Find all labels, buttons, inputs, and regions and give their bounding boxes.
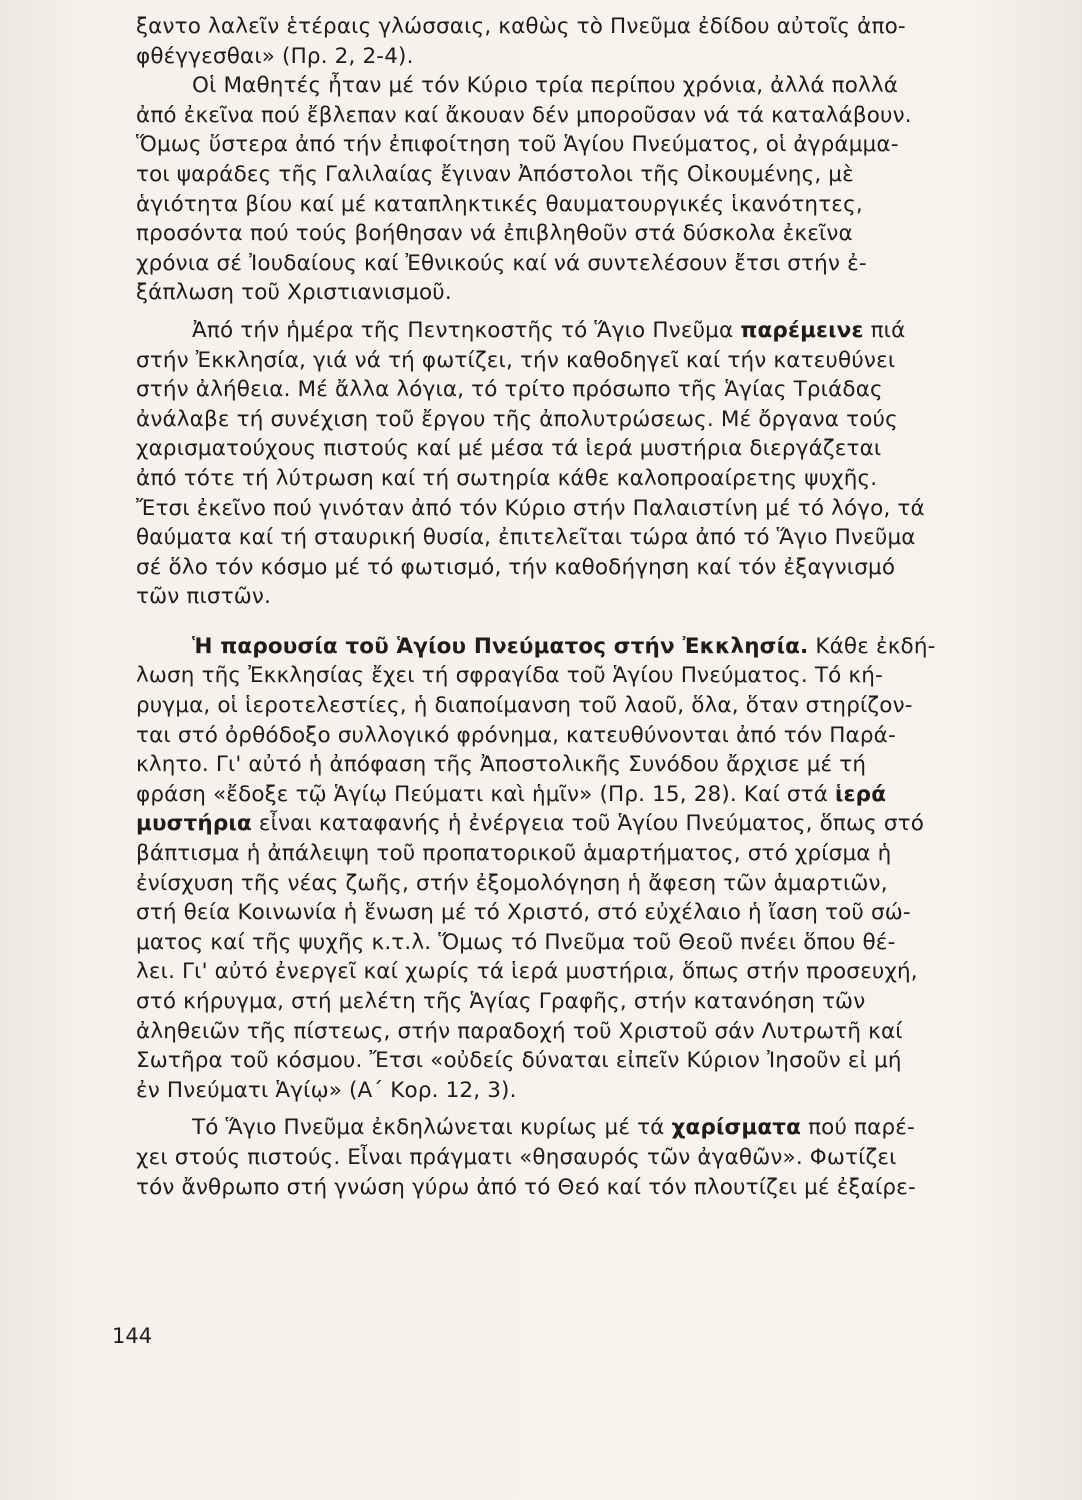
- text-line: [136, 1113, 992, 1143]
- text-segment: εἶναι καταφανής ἡ ἐνέργεια τοῦ Ἁγίου Πνεύματος, ὅπως στό: [251, 811, 925, 837]
- bold-term: χαρίσματα: [671, 1115, 802, 1141]
- text-segment: Κάθε ἐκδή-: [808, 633, 936, 659]
- text-line: [136, 898, 992, 928]
- text-line: [136, 316, 992, 346]
- text-line: [136, 987, 992, 1017]
- text-line: [136, 71, 992, 101]
- text-segment: πού παρέ-: [801, 1115, 915, 1141]
- text-segment: προσόντα πού τούς βοήθησαν νά ἐπιβληθοῦν στά δύσκολα ἐκεῖνα: [136, 221, 853, 247]
- text-line: [136, 464, 992, 494]
- text-line: [136, 1173, 992, 1203]
- text-line: [136, 219, 992, 249]
- section-gap: [136, 612, 992, 632]
- text-segment: φράση «ἔδοξε τῷ Ἁγίῳ Πεύματι καὶ ἡμῖν» (Πρ. 15, 28). Καί στά: [136, 781, 836, 807]
- text-line: [136, 278, 992, 308]
- text-segment: Ἔτσι ἐκεῖνο πού γινόταν ἀπό τόν Κύριο στήν Παλαιστίνη μέ τό λόγο, τά: [136, 495, 925, 521]
- text-line: [136, 750, 992, 780]
- text-segment: ξαντο λαλεῖν ἑτέραις γλώσσαις, καθὼς τὸ Πνεῦμα ἐδίδου αὐτοῖς ἀπο-: [136, 14, 906, 39]
- bold-term: Ἡ παρουσία τοῦ Ἁγίου Πνεύματος στήν Ἐκκλησία.: [192, 633, 809, 659]
- text-line: [136, 1076, 992, 1106]
- text-line: [136, 434, 992, 464]
- text-segment: βάπτισμα ἡ ἀπάλειψη τοῦ προπατορικοῦ ἁμαρτήματος, στό χρίσμα ἡ: [136, 841, 892, 867]
- text-line: [136, 405, 992, 435]
- text-line: [136, 160, 992, 190]
- bold-term: μυστήρια: [136, 811, 252, 837]
- text-line: [136, 721, 992, 751]
- text-segment: θαύματα καί τή σταυρική θυσία, ἐπιτελεῖται τώρα ἀπό τό Ἅγιο Πνεῦμα: [136, 525, 916, 551]
- text-segment: χρόνια σέ Ἰουδαίους καί Ἐθνικούς καί νά συντελέσουν ἔτσι στήν ἐ-: [136, 250, 867, 276]
- text-line: [136, 346, 992, 376]
- text-segment: λωση τῆς Ἐκκλησίας ἔχει τή σφραγίδα τοῦ Ἁγίου Πνεύματος. Τό κή-: [136, 663, 883, 689]
- text-segment: σέ ὅλο τόν κόσμο μέ τό φωτισμό, τήν καθοδήγηση καί τόν ἐξαγνισμό: [136, 554, 896, 580]
- text-segment: ρυγμα, οἱ ἱεροτελεστίες, ἡ διαποίμανση τοῦ λαοῦ, ὅλα, ὅταν στηρίζον-: [136, 693, 913, 719]
- text-segment: ἐνίσχυση τῆς νέας ζωῆς, στήν ἐξομολόγηση ἡ ἄφεση τῶν ἁμαρτιῶν,: [136, 870, 888, 896]
- text-segment: φθέγγεσθαι» (Πρ. 2, 2-4).: [136, 43, 414, 69]
- text-line: [136, 249, 992, 279]
- text-line: [136, 809, 992, 839]
- text-segment: χαρισματούχους πιστούς καί μέ μέσα τά ἱερά μυστήρια διεργάζεται: [136, 436, 882, 462]
- text-line: [136, 1017, 992, 1047]
- text-segment: στό κήρυγμα, στή μελέτη τῆς Ἁγίας Γραφῆς, στήν κατανόηση τῶν: [136, 989, 866, 1014]
- text-segment: στήν Ἐκκλησία, γιά νά τή φωτίζει, τήν καθοδηγεῖ καί τήν κατευθύνει: [136, 347, 896, 373]
- text-line: [136, 130, 992, 160]
- text-line: [136, 632, 992, 662]
- body-text: [136, 12, 992, 1202]
- text-line: [136, 375, 992, 405]
- text-segment: στή θεία Κοινωνία ἡ ἕνωση μέ τό Χριστό, στό εὐχέλαιο ἡ ἴαση τοῦ σώ-: [136, 900, 911, 926]
- text-segment: Τό Ἅγιο Πνεῦμα ἐκδηλώνεται κυρίως μέ τά: [192, 1115, 672, 1141]
- text-line: [136, 190, 992, 220]
- text-segment: λει. Γι' αὐτό ἐνεργεῖ καί χωρίς τά ἱερά μυστήρια, ὅπως στήν προσευχή,: [136, 959, 918, 985]
- text-segment: κλητο. Γι' αὐτό ἡ ἀπόφαση τῆς Ἀποστολικῆς Συνόδου ἄρχισε μέ τή: [136, 752, 867, 778]
- text-segment: ἐν Πνεύματι Ἁγίῳ» (Α΄ Κορ. 12, 3).: [136, 1077, 517, 1103]
- text-segment: τόν ἄνθρωπο στή γνώση γύρω ἀπό τό Θεό καί τόν πλουτίζει μέ ἐξαίρε-: [136, 1174, 916, 1200]
- text-line: [136, 839, 992, 869]
- text-segment: ματος καί τῆς ψυχῆς κ.τ.λ. Ὅμως τό Πνεῦμα τοῦ Θεοῦ πνέει ὅπου θέ-: [136, 929, 896, 955]
- paragraph-gap: [136, 1105, 992, 1113]
- paragraph-gap: [136, 308, 992, 316]
- text-segment: χει στούς πιστούς. Εἶναι πράγματι «θησαυρός τῶν ἀγαθῶν». Φωτίζει: [136, 1144, 897, 1170]
- text-segment: τῶν πιστῶν.: [136, 584, 272, 610]
- text-segment: Οἱ Μαθητές ἦταν μέ τόν Κύριο τρία περίπου χρόνια, ἀλλά πολλά: [192, 73, 899, 99]
- text-segment: ἀληθειῶν τῆς πίστεως, στήν παραδοχή τοῦ Χριστοῦ σάν Λυτρωτῆ καί: [136, 1018, 903, 1044]
- text-line: [136, 1046, 992, 1076]
- text-segment: στήν ἀλήθεια. Μέ ἄλλα λόγια, τό τρίτο πρόσωπο τῆς Ἁγίας Τριάδας: [136, 377, 883, 403]
- text-line: [136, 661, 992, 691]
- text-line: [136, 42, 992, 72]
- text-segment: ται στό ὀρθόδοξο συλλογικό φρόνημα, κατευθύνονται ἀπό τόν Παρά-: [136, 722, 896, 748]
- text-segment: Σωτῆρα τοῦ κόσμου. Ἔτσι «οὐδείς δύναται εἰπεῖν Κύριον Ἰησοῦν εἰ μή: [136, 1048, 902, 1074]
- text-line: [136, 523, 992, 553]
- text-line: [136, 1143, 992, 1173]
- text-line: [136, 12, 992, 42]
- text-segment: ἀπό ἐκεῖνα πού ἔβλεπαν καί ἄκουαν δέν μποροῦσαν νά τά καταλάβουν.: [136, 102, 912, 128]
- text-line: [136, 582, 992, 612]
- text-line: [136, 928, 992, 958]
- text-segment: τοι ψαράδες τῆς Γαλιλαίας ἔγιναν Ἀπόστολοι τῆς Οἰκουμένης, μὲ: [136, 161, 854, 187]
- bold-term: ἱερά: [835, 781, 887, 807]
- text-segment: Ἀπό τήν ἡμέρα τῆς Πεντηκοστῆς τό Ἅγιο Πνεῦμα: [192, 317, 741, 343]
- text-line: [136, 101, 992, 131]
- text-segment: ξάπλωση τοῦ Χριστιανισμοῦ.: [136, 280, 452, 306]
- page-number: 144: [112, 1324, 153, 1348]
- text-line: [136, 957, 992, 987]
- text-segment: ἁγιότητα βίου καί μέ καταπληκτικές θαυματουργικές ἱκανότητες,: [136, 191, 863, 217]
- text-segment: ἀνάλαβε τή συνέχιση τοῦ ἔργου τῆς ἀπολυτρώσεως. Μέ ὄργανα τούς: [136, 406, 898, 432]
- text-line: [136, 691, 992, 721]
- text-line: [136, 494, 992, 524]
- text-segment: Ὅμως ὕστερα ἀπό τήν ἐπιφοίτηση τοῦ Ἁγίου Πνεύματος, οἱ ἀγράμμα-: [136, 132, 899, 158]
- text-line: [136, 780, 992, 810]
- text-segment: ἀπό τότε τή λύτρωση καί τή σωτηρία κάθε καλοπροαίρετης ψυχῆς.: [136, 465, 878, 491]
- text-line: [136, 869, 992, 899]
- text-segment: πιά: [863, 317, 906, 343]
- bold-term: παρέμεινε: [740, 317, 864, 343]
- text-line: [136, 553, 992, 583]
